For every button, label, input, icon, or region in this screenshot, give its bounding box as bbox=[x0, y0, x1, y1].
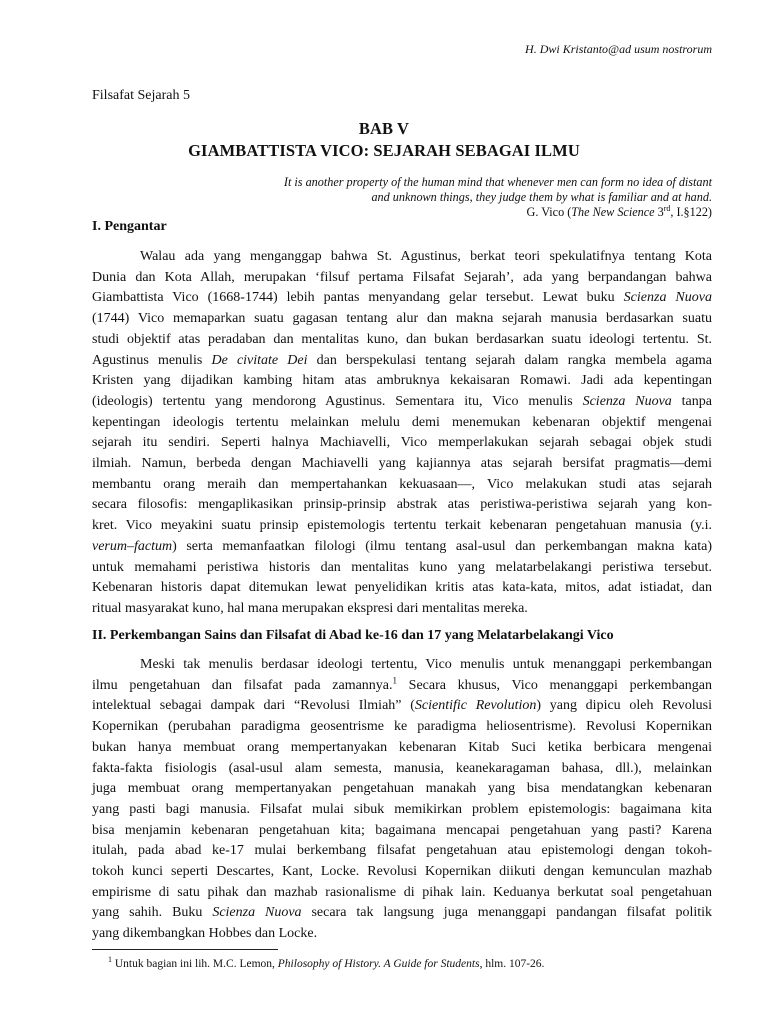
text-line: membantu orang meraih dan mempertahankan kekuasaan—, Vico melakukan studi atas sejarah bbox=[92, 476, 712, 492]
text-line bbox=[92, 676, 712, 697]
text-run: Agustinus menulis bbox=[92, 352, 212, 368]
epigraph-source-prefix: G. Vico ( bbox=[526, 205, 572, 219]
section-heading-1: I. Pengantar bbox=[92, 219, 167, 234]
text-line: Meski tak menulis berdasar ideologi tertentu, Vico menulis untuk menanggapi perkembangan bbox=[140, 657, 712, 672]
italic-title: Scienza Nuova bbox=[582, 393, 672, 409]
text-line: juga membuat orang mempertanyakan pengetahuan manakah yang bisa mendatangkan kebenaran bbox=[92, 781, 712, 797]
text-line: bukan hanya membuat orang mempertanyakan kebenaran Kitab Suci ketika berbicara mengenai bbox=[92, 739, 712, 755]
footnote-number: 1 bbox=[108, 955, 112, 965]
text-run: yang sahih. Buku bbox=[92, 905, 213, 921]
footnote-text: Untuk bagian ini lih. M.C. Lemon, bbox=[112, 958, 278, 970]
text-line bbox=[92, 392, 712, 413]
footnote-divider bbox=[92, 949, 278, 950]
text-line: bisa menjamin kebenaran pengetahuan kita; bagaimana mencapai pengetahuan yang pasti? Karena bbox=[92, 822, 712, 838]
text-run: (ideologis) tertentu yang mendorong Agustinus. Sementara itu, Vico menulis bbox=[92, 393, 583, 409]
text-run: ) serta memanfaatkan filologi (ilmu tentang asal-usul dan perkembangan makna kata) bbox=[172, 538, 712, 554]
footnote bbox=[108, 955, 545, 970]
text-line bbox=[92, 696, 712, 717]
italic-title: Scienza Nuova bbox=[212, 905, 302, 921]
text-line: untuk memahami peristiwa historis dan mentalitas kuno yang melatarbelakangi peristiwa tersebut. bbox=[92, 559, 712, 575]
text-line: Kristen yang dijadikan kambing hitam atas ambruknya kekaisaran Romawi. Jadi ada kepentingan bbox=[92, 373, 712, 389]
text-line bbox=[92, 537, 712, 558]
text-line bbox=[92, 288, 712, 309]
text-run: Secara khusus, Vico menanggapi perkembangan bbox=[397, 677, 713, 693]
text-run: tanpa bbox=[671, 393, 712, 409]
text-line: fakta-fakta fisiologis (asal-usul alam semesta, manusia, keanekaragaman bahasa, dll.), melainkan bbox=[92, 760, 712, 776]
section-2-paragraph bbox=[92, 655, 712, 945]
chapter-number: BAB V bbox=[358, 119, 410, 138]
footnote-pages: , hlm. 107-26. bbox=[479, 958, 545, 970]
text-line: kret. Vico meyakini suatu prinsip epistemologis tertentu terkait kebenaran pengetahuan manusia (y.i. bbox=[92, 518, 712, 534]
text-line: ilmiah. Namun, berbeda dengan Machiavelli yang kajiannya atas sejarah bersifat pragmatis—demi bbox=[92, 456, 712, 472]
running-header: H. Dwi Kristanto@ad usum nostrorum bbox=[525, 42, 712, 56]
italic-term: Scientific Revolution bbox=[414, 698, 537, 714]
footnote-book-title: Philosophy of History. A Guide for Students bbox=[277, 958, 480, 970]
text-line: empirisme di satu pihak dan mazhab rasionalisme di pihak lain. Keduanya berkutat soal pengetahuan bbox=[92, 884, 712, 900]
text-run: secara tak langsung juga menanggapi pandangan filsafat politik bbox=[301, 905, 713, 921]
text-line: kepentingan ideologis tertentu melainkan melulu demi menemukan kebenaran objektif mengenai bbox=[92, 414, 712, 430]
text-line: ritual masyarakat kuno, hal mana merupakan ekspresi dari mentalitas mereka. bbox=[92, 600, 528, 616]
text-run: ) yang dipicu oleh Revolusi bbox=[536, 698, 712, 714]
text-run: Giambattista Vico (1668-1744) lebih pantas menyandang gelar tersebut. Lewat buku bbox=[92, 290, 624, 306]
section-heading-2: II. Perkembangan Sains dan Filsafat di Abad ke-16 dan 17 yang Melatarbelakangi Vico bbox=[92, 628, 614, 643]
text-run: dan berspekulasi tentang sejarah dalam rangka membela agama bbox=[307, 352, 712, 368]
text-line: sejarah itu sendiri. Seperti halnya Machiavelli, Vico memperlakukan sejarah sebagai objek studi bbox=[92, 435, 712, 451]
epigraph-source-sup: rd bbox=[663, 203, 671, 213]
footnote-ref[interactable]: 1 bbox=[392, 675, 398, 686]
text-line: (1744) Vico memaparkan suatu gagasan tentang alur dan makna sejarah manusia berdasarkan suatu bbox=[92, 311, 712, 327]
epigraph-line-2: and unknown things, they judge them by what is familiar and at hand. bbox=[371, 190, 712, 204]
epigraph-line-1: It is another property of the human mind that whenever men can form no idea of distant bbox=[283, 175, 712, 189]
text-line bbox=[92, 903, 712, 924]
epigraph bbox=[192, 175, 712, 220]
epigraph-source-edition: 3 bbox=[654, 205, 664, 219]
chapter-title: GIAMBATTISTA VICO: SEJARAH SEBAGAI ILMU bbox=[188, 141, 580, 160]
chapter-heading bbox=[0, 118, 768, 162]
epigraph-source-suffix: , I.§122) bbox=[670, 205, 712, 219]
text-line: secara filosofis: mengaplikasikan prinsip-prinsip abstrak atas peristiwa-peristiwa sejarah yang kon- bbox=[92, 497, 712, 513]
italic-title: Scienza Nuova bbox=[623, 290, 712, 306]
text-line bbox=[92, 351, 712, 372]
section-1-paragraph bbox=[92, 247, 712, 620]
text-line: Dunia dan Kota Allah, merupakan ‘filsuf pertama Filsafat Sejarah’, ada yang berpandangan bahwa bbox=[92, 269, 712, 285]
text-line: yang pasti bagi manusia. Filsafat mulai sibuk memikirkan problem epistemologis: bagaimana kita bbox=[92, 801, 712, 817]
italic-term: verum–factum bbox=[92, 538, 173, 554]
text-line: Kopernikan (perubahan paradigma geosentrisme ke paradigma heliosentrisme). Revolusi Kopernikan bbox=[92, 719, 712, 735]
epigraph-source-title: The New Science bbox=[571, 205, 655, 219]
text-run: intelektual sebagai dampak dari “Revolusi Ilmiah” ( bbox=[92, 698, 415, 714]
text-line: tokoh kunci seperti Descartes, Kant, Locke. Revolusi Kopernikan diikuti dengan kemunculan mazhab bbox=[92, 864, 712, 880]
text-line: yang dikembangkan Hobbes dan Locke. bbox=[92, 926, 318, 942]
text-run: ilmu pengetahuan dan filsafat pada zamannya. bbox=[92, 677, 393, 693]
epigraph-source bbox=[527, 205, 712, 219]
course-title: Filsafat Sejarah 5 bbox=[92, 88, 190, 103]
text-line: studi objektif atas peradaban dan mentalitas kuno, dan bukan berdasarkan suatu ideologi tertentu. St. bbox=[92, 331, 712, 347]
text-line: Walau ada yang menganggap bahwa St. Agustinus, berkat teori spekulatifnya tentang Kota bbox=[140, 249, 712, 264]
text-line: Kebenaran historis dapat ditemukan lewat penyelidikan kritis atas kata-kata, mitos, adat istiadat, dan bbox=[92, 580, 712, 596]
text-line: itulah, pada abad ke-17 mulai berkembang filsafat pengetahuan atau epistemologi dengan tokoh- bbox=[92, 843, 712, 859]
italic-title: De civitate Dei bbox=[211, 352, 308, 368]
